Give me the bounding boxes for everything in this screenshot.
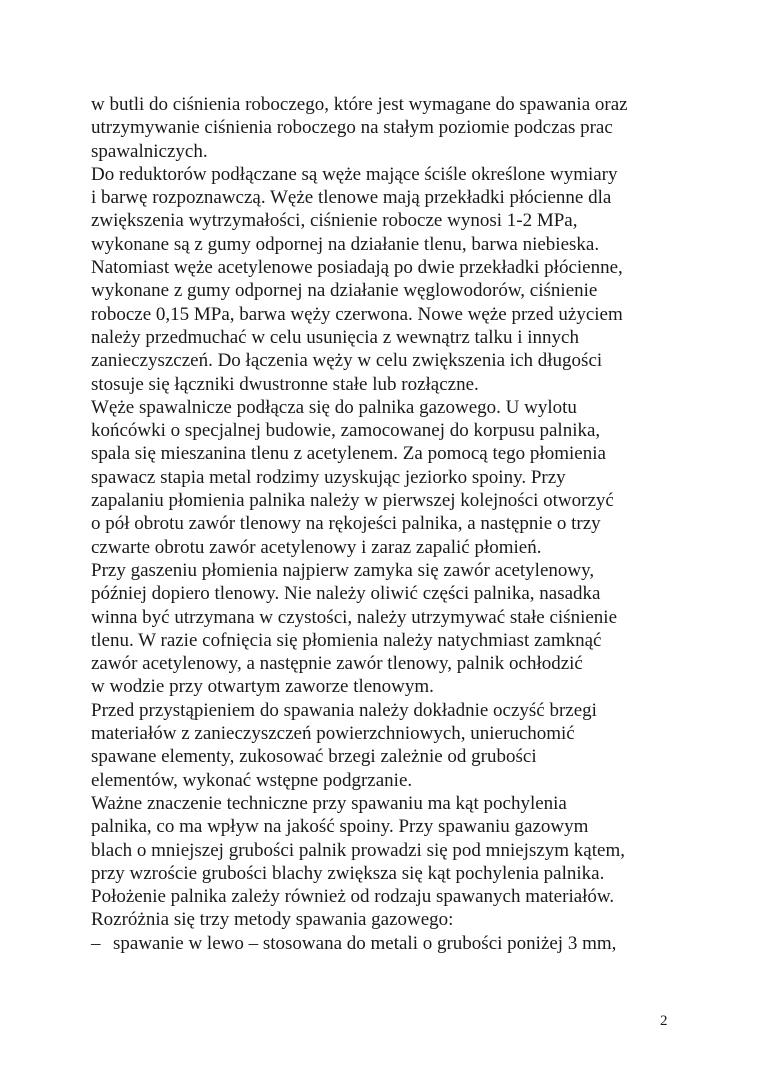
paragraph-6 [91,792,691,932]
text-line: Natomiast węże acetylenowe posiadają po dwie przekładki płócienne, [91,257,623,279]
text-line: materiałów z zanieczyszczeń powierzchniowych, unieruchomić [91,723,575,745]
paragraph-5 [91,699,691,792]
text-line: blach o mniejszej grubości palnik prowadzi się pod mniejszym kątem, [91,839,625,861]
text-line: Przy gaszeniu płomienia najpierw zamyka się zawór acetylenowy, [91,559,595,581]
text-line: Rozróżnia się trzy metody spawania gazowego: [91,909,454,931]
text-line: Węże spawalnicze podłącza się do palnika gazowego. U wylotu [91,396,577,418]
paragraph-4 [91,559,691,699]
text-line: zawór acetylenowy, a następnie zawór tlenowy, palnik ochłodzić [91,653,583,675]
text-line: wykonane z gumy odpornej na działanie węglowodorów, ciśnienie [91,280,598,302]
text-line: w butli do ciśnienia roboczego, które jest wymagane do spawania oraz [91,94,628,115]
text-line: spawalniczych. [91,140,208,162]
bullet-list-item [91,932,691,955]
paragraph-2 [91,163,691,396]
text-line: Przed przystąpieniem do spawania należy dokładnie oczyść brzegi [91,699,597,721]
paragraph-1 [91,93,691,163]
text-line: spawacz stapia metal rodzimy uzyskując jeziorko spoiny. Przy [91,466,566,488]
bullet-text: spawanie w lewo – stosowana do metali o grubości poniżej 3 mm, [113,932,617,954]
text-line: spawane elementy, zukosować brzegi zależnie od grubości [91,746,537,768]
text-line: i barwę rozpoznawczą. Węże tlenowe mają przekładki płócienne dla [91,187,612,209]
text-line: Położenie palnika zależy również od rodzaju spawanych materiałów. [91,886,615,908]
text-line: robocze 0,15 MPa, barwa węży czerwona. Nowe węże przed użyciem [91,303,623,325]
text-line: stosuje się łączniki dwustronne stałe lub rozłączne. [91,373,479,395]
text-line: należy przedmuchać w celu usunięcia z wewnątrz talku i innych [91,326,579,348]
paragraph-3 [91,396,691,559]
page-number: 2 [660,1013,668,1029]
text-line: utrzymywanie ciśnienia roboczego na stałym poziomie podczas prac [91,117,613,139]
document-body [91,93,691,955]
text-line: o pół obrotu zawór tlenowy na rękojeści palnika, a następnie o trzy [91,513,601,535]
text-line: zapalaniu płomienia palnika należy w pierwszej kolejności otworzyć [91,490,614,512]
text-line: wykonane są z gumy odpornej na działanie tlenu, barwa niebieska. [91,233,600,255]
text-line: Do reduktorów podłączane są węże mające ściśle określone wymiary [91,163,618,185]
text-line: przy wzroście grubości blachy zwiększa się kąt pochylenia palnika. [91,862,605,884]
text-line: winna być utrzymana w czystości, należy utrzymywać stałe ciśnienie [91,606,617,628]
text-line: zanieczyszczeń. Do łączenia węży w celu zwiększenia ich długości [91,350,603,372]
text-line: w wodzie przy otwartym zaworze tlenowym. [91,676,434,698]
text-line: czwarte obrotu zawór acetylenowy i zaraz zapalić płomień. [91,536,542,558]
text-line: tlenu. W razie cofnięcia się płomienia należy natychmiast zamknąć [91,629,602,651]
text-line: później dopiero tlenowy. Nie należy oliwić części palnika, nasadka [91,583,601,605]
text-line: palnika, co ma wpływ na jakość spoiny. Przy spawaniu gazowym [91,816,589,838]
text-line: końcówki o specjalnej budowie, zamocowanej do korpusu palnika, [91,420,601,442]
text-line: spala się mieszanina tlenu z acetylenem. Za pomocą tego płomienia [91,443,606,465]
text-line: elementów, wykonać wstępne podgrzanie. [91,769,413,791]
bullet-dash-icon: – [91,932,101,954]
text-line: Ważne znaczenie techniczne przy spawaniu ma kąt pochylenia [91,792,567,814]
text-line: zwiększenia wytrzymałości, ciśnienie robocze wynosi 1-2 MPa, [91,210,578,232]
